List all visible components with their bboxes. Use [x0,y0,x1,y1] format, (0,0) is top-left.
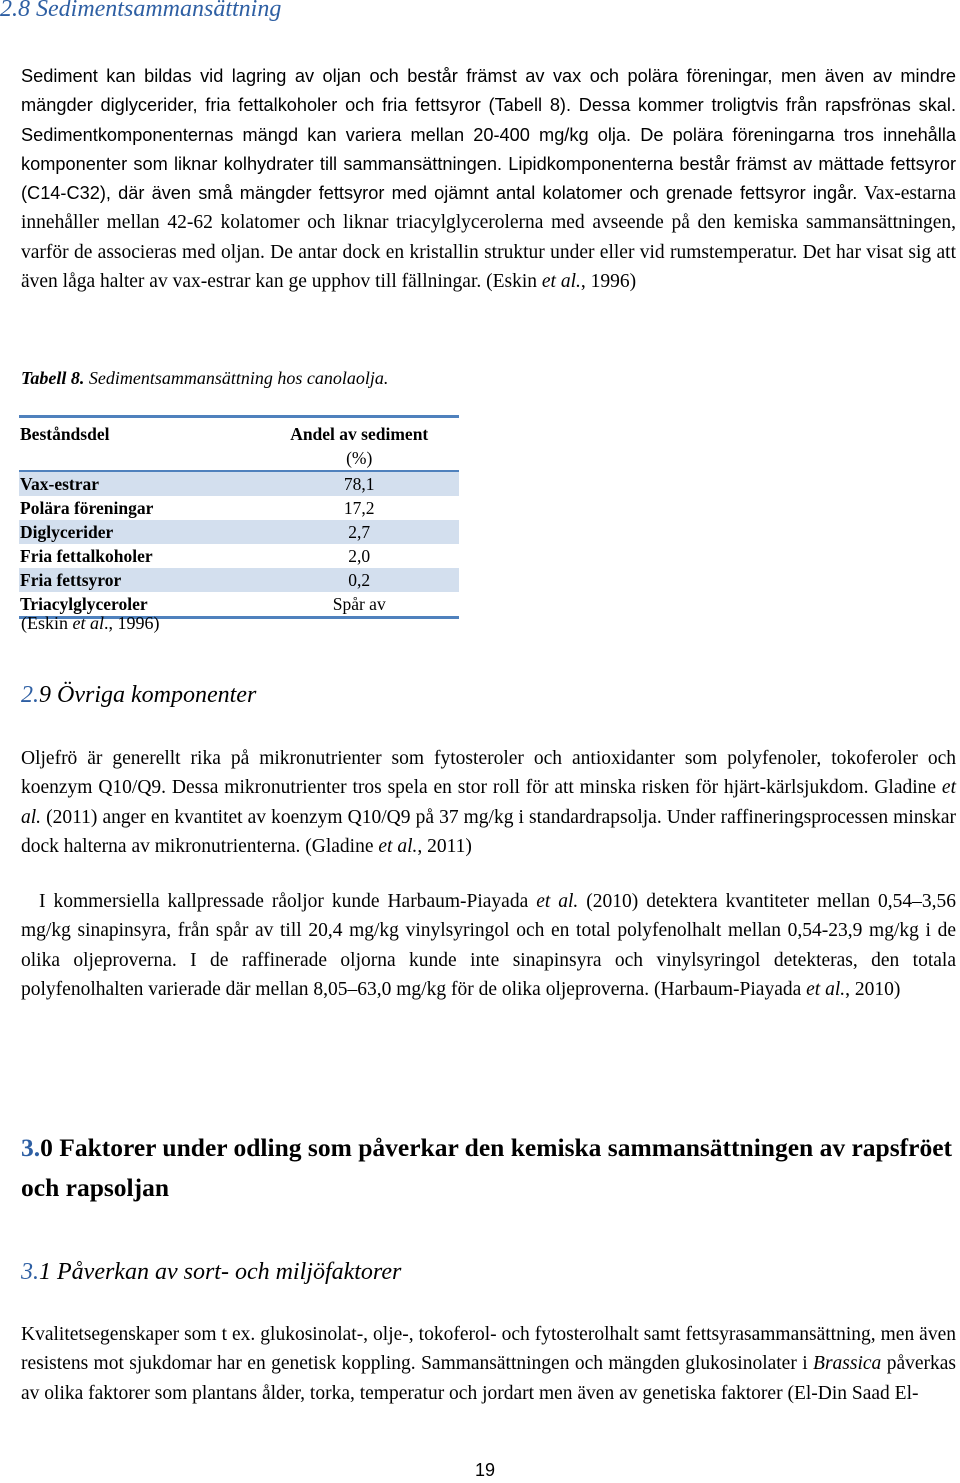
paragraph-text: Kvalitetsegenskaper som t ex. glukosinolat-, olje-, tokoferol- och fytosterolhalt samt fettsyrasammansättning, men även resistens mot sjukdomar har en genetisk koppling. Sammansättningen och mängden glukosinolater i [21,1324,956,1375]
header-component: Beståndsdel [20,424,110,444]
section-2-8-heading [0,0,281,23]
cell-share: 2,0 [348,545,371,566]
paragraph-text: påverkas av olika faktorer som plantans ålder, torka, temperatur och jordart men även av genetiska faktorer (El-Din Saad El- [21,1353,956,1404]
section-number: 3. [21,1259,39,1285]
section-title: 1 Påverkan av sort- och miljöfaktorer [39,1259,402,1285]
sediment-table [19,415,459,619]
table-caption-text: Sedimentsammansättning hos canolaolja. [84,368,389,388]
cell-share: 78,1 [343,473,375,494]
section-2-9-paragraph-1 [21,744,956,861]
paragraph-italic: et al. [21,777,956,828]
cell-share: Spår av [332,593,386,614]
section-3-0-heading [21,1128,956,1208]
paragraph-text: , 2010) [845,978,901,1000]
paragraph-text: Vax-estarna innehåller mellan 42-62 kolatomer och liknar triacylglycerolerna med avseende på den kemiska sammansättningen, varför de associeras med oljan. De antar dock en kristallin struktur under eller vid rumstemperatur. Det har visat sig att även låga halter av vax-estrar kan ge upphov till fällningar. (Eskin [21,183,956,293]
cell-component: Triacylglyceroler [20,593,148,614]
paragraph-text: (2011) anger en kvantitet av koenzym Q10/Q9 på 37 mg/kg i standardrapsolja. Under raffineringsprocessen minskar dock halterna av mikronutrienterna. (Gladine [21,806,956,857]
paragraph-text: (2010) detektera kvantiteter mellan 0,54–3,56 mg/kg sinapinsyra, från spår av till 20,4 mg/kg vinylsyringol och en total polyfenolhalt mellan 0,54-23,9 mg/kg i de olika oljeproverna. I de raffinerade oljorna kunde inte sinapinsyra och vinylsyringol detekteras, den totala polyfenolhalten varierade där mellan 8,05–63,0 mg/kg för de olika oljeproverna. (Harbaum-Piayada [21,891,956,1000]
section-2-9-paragraph-2 [21,887,956,1004]
cell-component: Polära föreningar [20,497,154,518]
section-2-9-heading [21,682,256,709]
paragraph-text: I kommersiella kallpressade råoljor kunde Harbaum-Piayada [39,891,537,912]
cell-share: 0,2 [348,569,371,590]
page-number: 19 [475,1460,496,1480]
header-share [259,422,459,470]
cell-component: Fria fettalkoholer [20,545,153,566]
paragraph-text: Sediment kan bildas vid lagring av oljan och består främst av vax och polära föreningar, men även av mindre mängder diglycerider, fria fettalkoholer och fria fettsyror (Tabell 8). [21,66,956,116]
section-3-1-paragraph [21,1320,956,1408]
paragraph-italic: et al. [541,271,581,293]
source-text: (Eskin [21,613,73,633]
section-3-1-heading [21,1259,401,1286]
table-caption-label: Tabell 8. [21,368,85,388]
paragraph-text: , 2011) [417,835,472,857]
table-header [19,418,459,470]
table-row [19,544,459,568]
cell-share: 17,2 [343,497,375,518]
header-share-line1: Andel av sediment [290,424,429,444]
header-share-unit: (%) [346,448,373,468]
paragraph-italic: et al. [378,835,418,857]
paragraph-text: , 1996) [580,271,637,293]
source-text: ., 1996) [104,613,160,633]
paragraph-text: Oljefrö är generellt rika på mikronutrienter som fytosteroler och antioxidanter som polyfenoler, tokoferoler och koenzym Q10/Q9. Dessa mikronutrienter tros spela en stor roll för att minska risken för hjärt-kärlsjukdom. Gladine [21,748,956,799]
cell-component: Diglycerider [20,521,114,542]
table-row [19,568,459,592]
section-number: 2. [21,682,39,708]
table-row [19,496,459,520]
table-row [19,520,459,544]
table-source [21,613,160,634]
section-2-8-title: 2.8 Sedimentsammansättning [0,0,282,22]
cell-component: Vax-estrar [20,473,100,494]
table-caption [21,368,388,389]
paragraph-text: Dessa kommer troligtvis från rapsfrönas skal. Sedimentkomponenternas mängd kan variera mellan 20-400 mg/kg olja. De polära föreningarna tros innehålla komponenter som liknar kolhydrater till sammansättningen. Lipidkomponenterna består främst av mättade fettsyror (C14-C32), där även små mängder fettsyror med ojämnt antal kolatomer och grenade fettsyror ingår. [21,95,957,204]
section-title: 9 Övriga komponenter [39,682,257,708]
source-italic: et al [72,613,104,633]
section-title: 0 Faktorer under odling som påverkar den kemiska sammansättningen av rapsfröet och rapsoljan [21,1133,953,1202]
table-row [19,472,459,496]
paragraph-italic: et al. [806,978,846,1000]
cell-share: 2,7 [348,521,371,542]
cell-component: Fria fettsyror [20,569,122,590]
paragraph-italic: Brassica [813,1353,882,1375]
section-2-8-paragraph [21,62,956,296]
paragraph-italic: et al. [536,891,579,912]
table-body [19,472,459,616]
section-number: 3. [21,1133,41,1162]
